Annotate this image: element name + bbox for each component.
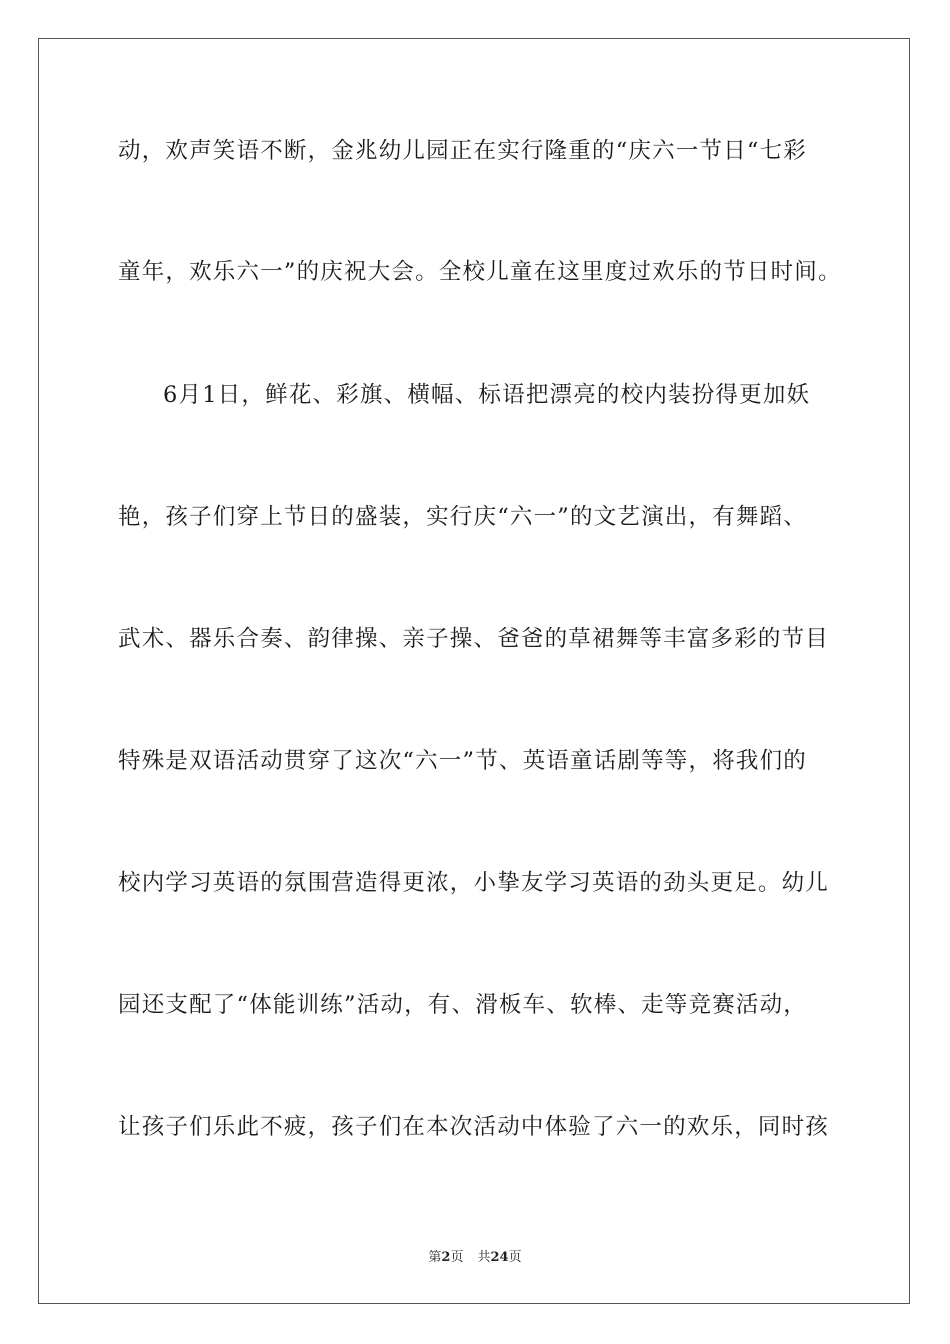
text-line: 特殊是双语活动贯穿了这次“六一”节、英语童话剧等等，将我们的: [118, 748, 808, 774]
text-line: 校内学习英语的氛围营造得更浓，小挚友学习英语的劲头更足。幼儿: [118, 870, 830, 896]
current-page-number: 2: [441, 1250, 451, 1265]
page-footer: [0, 1250, 950, 1266]
text-line: 艳，孩子们穿上节日的盛装，实行庆“六一”的文艺演出，有舞蹈、: [118, 504, 808, 530]
text-line: 动，欢声笑语不断，金兆幼儿园正在实行隆重的“庆六一节日“七彩: [118, 138, 808, 164]
text-line: 园还支配了“体能训练”活动，有、滑板车、软棒、走等竞赛活动，: [118, 992, 808, 1018]
text-line: 让孩子们乐此不疲，孩子们在本次活动中体验了六一的欢乐，同时孩: [118, 1114, 830, 1140]
text-line: 武术、器乐合奏、韵律操、亲子操、爸爸的草裙舞等丰富多彩的节目: [118, 626, 830, 652]
page-prefix: 第: [428, 1250, 442, 1265]
paragraph-start-line: 6月1日，鲜花、彩旗、横幅、标语把漂亮的校内装扮得更加妖: [163, 382, 811, 408]
total-suffix: 页: [508, 1250, 522, 1265]
text-line: 童年，欢乐六一”的庆祝大会。全校儿童在这里度过欢乐的节日时间。: [118, 259, 842, 285]
total-prefix: 共: [477, 1250, 491, 1265]
page-suffix: 页: [450, 1250, 464, 1265]
total-page-count: 24: [490, 1250, 509, 1265]
